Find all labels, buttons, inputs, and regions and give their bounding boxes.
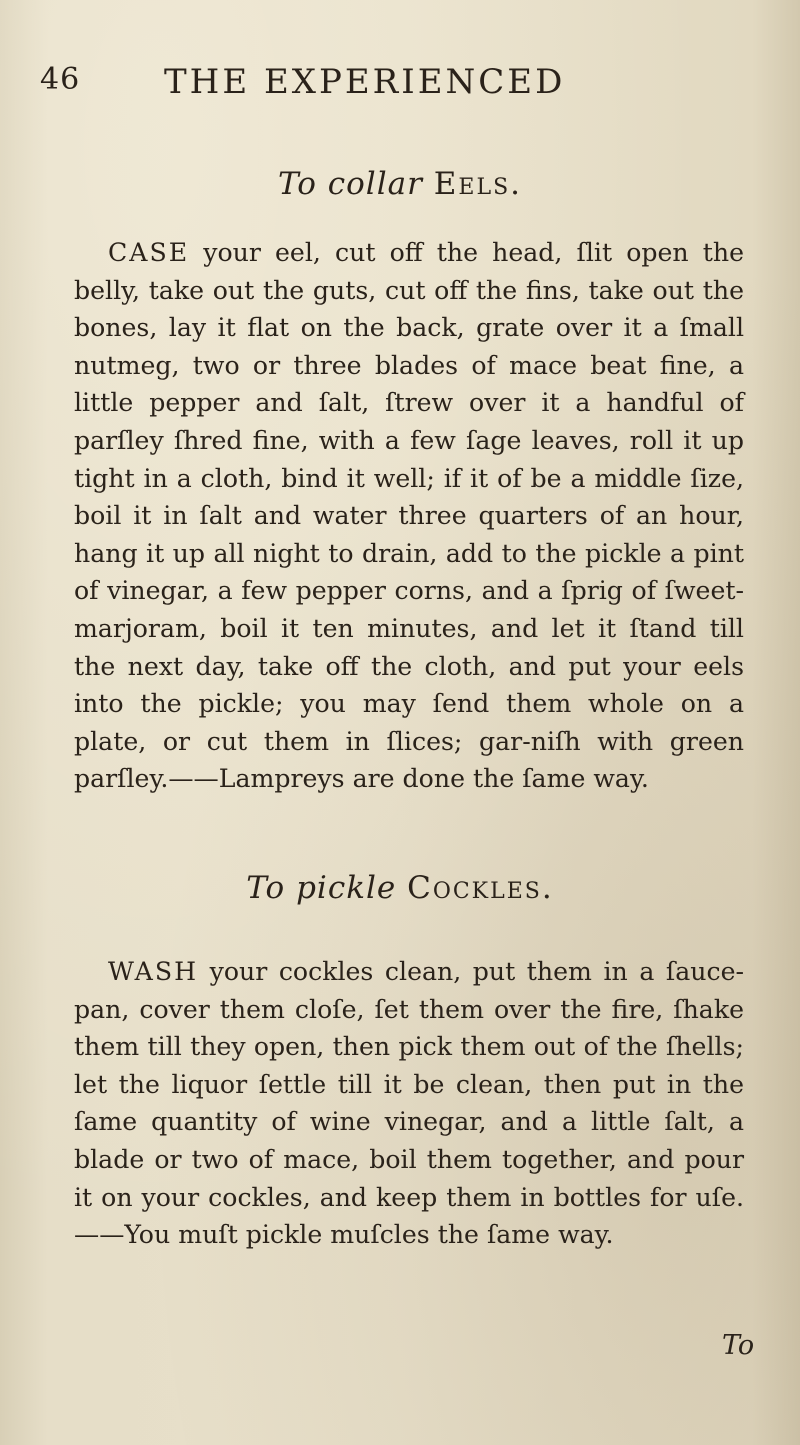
page-number: 46	[40, 62, 81, 97]
recipe-body: your eel, cut off the head, ſlit open the belly, take out the guts, cut off the fins, take out the bones, lay it flat on the back, grate over it a ſmall nutmeg, two or three blades of mace beat fine, a little pepper and ſalt, ſtrew over it a handful of parſley ſhred fine, with a few ſage leaves, roll it up tight in a cloth, bind it well; if it of be a middle ſize, boil it in ſalt and water three quarters of an hour, hang it up all night to drain, add to the pickle a pint of vinegar, a few pepper corns, and a ſprig of ſweet-marjoram, boil it ten minutes, and let it ſtand till the next day, take off the cloth, and put your eels into the pickle; you may ſend them whole on a plate, or cut them in ſlices; gar-niſh with green parſley.——Lampreys are done the ſame way.	[74, 238, 744, 794]
running-title: THE EXPERIENCED	[164, 62, 566, 102]
section-heading-eels	[0, 166, 800, 202]
lead-word: CASE	[108, 238, 190, 267]
running-head	[40, 62, 760, 102]
heading-caps: Eels.	[433, 166, 523, 202]
heading-italic: To pickle	[246, 870, 397, 906]
heading-caps: Cockles.	[407, 870, 554, 906]
section-heading-cockles	[0, 870, 800, 906]
recipe-text-cockles	[74, 953, 744, 1254]
recipe-body: your cockles clean, put them in a ſauce-pan, cover them cloſe, ſet them over the fire, ſhake them till they open, then pick them out of the ſhells; let the liquor ſettle till it be clean, then put in the ſame quantity of wine vinegar, and a little ſalt, a blade or two of mace, boil them together, and pour it on your cockles, and keep them in bottles for uſe.——You muſt pickle muſcles the ſame way.	[74, 957, 744, 1250]
lead-word: WASH	[108, 957, 199, 986]
recipe-text-eels	[74, 234, 744, 798]
catchword: To	[722, 1330, 755, 1361]
heading-italic: To collar	[277, 166, 423, 202]
